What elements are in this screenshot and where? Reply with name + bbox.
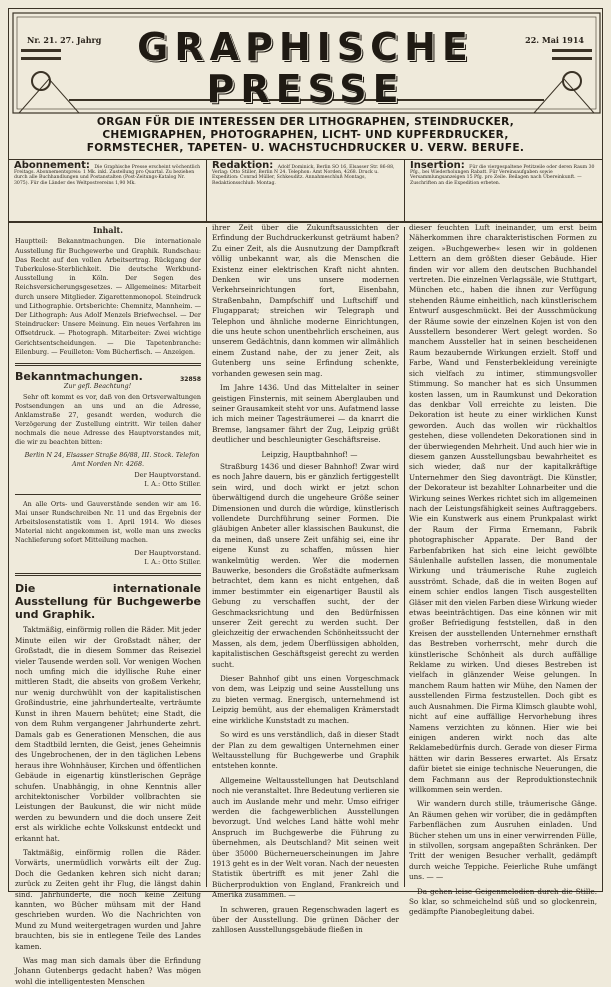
notice-paragraph: An alle Orts- und Gauverstände senden wir am 16. Mai unser Rundschreiben Nr. 11 und das Ergebnis der Arbeitslosenstatistik vom 1. April 1914. Wo dieses Material nicht angekommen ist, wolle man uns zwecks Nachlieferung sofort Mitteilung machen. — [15, 500, 201, 545]
column-divider — [206, 227, 207, 887]
article-paragraph: Taktmäßig, einförmig rollen die Räder. Mit jeder Minute eilen wir der Großstadt näher, der Großstadt, die in diesem Sommer das Reiseziel vieler Tausende werden soll. Vor wenigen Wochen noch umfing mich die idyllische Ruhe einer mittleren Stadt, die abseits von großem Verkehr, nur wenig durchwühlt von der kapitalistischen Großindustrie, eine jahrhundertealte, verträumte Kunst in ihren Mauern behütet; eine Stadt, die von dem Ruhm vergangener Jahrhunderte zehrt. Damals gab es Generationen Menschen, die aus dem Stadtbild lernten, die Geist, jenes Geheimnis des Ungebrochenen, der in den täglichen Lebens heraus ihre Wohnhäuser, Kirchen und öffentlichen Gebäude in eigenartig künstlerischen Gepräge schufen. Unabhängig, in ohne Kenntnis aller architektonischer Vorbilder vollbrachten sie Leistungen der Baukunst, die wir nicht müde werden zu bewundern und die doch unsere Zeit erst als wirkliche echte Volkskunst entdeckt und erkannt hat. — [15, 625, 201, 843]
signature-name: I. A.: Otto Stiller. — [144, 558, 201, 567]
issue-number: Nr. 21. 27. Jahrg — [27, 35, 102, 45]
article-paragraph: Wir wandern durch stille, träumerische Gänge. An Räumen gehen wir vorüber, die in gedämpften Farbenflächen zum Ausruhen einladen. Und Bücher stehen um uns in einer verwirrenden Fülle, in stilvollen, sorgsam angepaßten Schränken. Der Tritt der wenigen Besucher verhallt, gedämpft durch weiche Teppiche. Feierliche Ruhe umfängt uns. — — — [409, 799, 597, 882]
redaktion-label: Redaktion: — [212, 160, 274, 171]
notice-paragraph: Sehr oft kommt es vor, daß von den Ortsverwaltungen Postsendungen an uns und an die Adresse, Anklamstraße 27, gesandt werden, wodurch die Verzögerung der Zustellung eintritt. Wir teilen daher nochmals die neue Adresse des Hauptvorstandes mit, die wir zu beachten bitten: — [15, 393, 201, 447]
signature-name: I. A.: Otto Stiller. — [144, 480, 201, 489]
article-paragraph: Dieser Bahnhof gibt uns einen Vorgeschmack von dem, was Leipzig und seine Ausstellung uns zu bieten vermag. Energisch, unternehmend ist Leipzig bemüht, aus der ehemaligen Krämerstadt eine wirkliche Kunststadt zu machen. — [212, 674, 399, 725]
signature-title: Der Hauptvorstand. — [134, 549, 201, 558]
divider — [15, 573, 201, 576]
bekanntmachungen-title: Bekanntmachungen. — [15, 370, 143, 384]
subtitle-line1: ORGAN FÜR DIE INTERESSEN DER LITHOGRAPHEN, STEINDRUCKER, — [96, 116, 515, 128]
masthead-title-line2: PRESSE — [206, 67, 405, 111]
article-paragraph: Straßburg 1436 und dieser Bahnhof! Zwar wird es noch Jahre dauern, bis er gänzlich fertiggestellt sein wird, und doch wirkt er jetzt schon überwältigend durch die ungeheure Größe seiner Dimensionen und durch die würdige, künstlerisch vollendete Durchführung seiner Formen. Die gläubigen Anbeter aller klassischen Baukunst, die da meinen, daß unsere Zeit unfähig sei, eine ihr eigene Kunst zu schaffen, müssen hier wankelmütig werden. Wer die modernen Bauwerke, besonders die Großstädte aufmerksam betrachtet, dem kann es nicht entgehen, daß immer bestimmter ein eigenartiger Baustil als Gebung zu verschaffen sucht, der der Geschmacksrichtung und den Bedürfnissen unserer Zeit gerecht zu werden sucht. Der gleichzeitig der erwachenden Schönheitssucht der Massen, als dem, jedem Überflüssigen abholden, kapitalistischen Geschäftsgeist gerecht zu werden sucht. — [212, 461, 399, 669]
column-2 — [212, 223, 399, 935]
article-paragraph: Im Jahre 1436. Und das Mittelalter in seiner geistigen Finsternis, mit seinem Aberglauben und seiner Grausamkeit steht vor uns. Aufatmend lasse ich mich meiner Tagesträumerei — da knarrt die Bremse, langsamer fährt der Zug, Leipzig grüßt deutlicher und beschleunigter Geschäftsreise. — [212, 383, 399, 445]
insertion-box — [405, 159, 602, 221]
article-paragraph: Was mag man sich damals über die Erfindung Johann Gutenbergs gedacht haben? Was mögen wohl die intelligentesten Menschen — [15, 956, 201, 986]
notice-subheading: Zur gefl. Beachtung! — [63, 382, 132, 391]
notice-number: 32858 — [180, 376, 201, 384]
abonnement-text: Die Graphische Presse erscheint wöchentlich Freitags. Abonnementspreis: 1 Mk. inkl. Zustellung pro Quartal. Zu beziehen durch alle Buchhandlungen und Postanstalten (Post-Zeitungs-Katalog Nr. 3075). Für die Länder des Weltpostvereins 1,90 Mk. — [14, 165, 201, 186]
article-columns — [9, 223, 602, 986]
article-paragraph: dieser feuchten Luft ineinander, um erst beim Näherkommen ihre charakteristischen Formen zu zeigen. »Buchgewerbe« lesen wir in goldenen Lettern an dem größten dieser Gebäude. Hier finden wir vor allem den deutschen Buchhandel vertreten. Die einzelnen Verlagssäle, wie Stuttgart, München etc., haben die ihnen zur Verfügung stehenden Räume einheitlich, nach künstlerischem Entwurf ausgeschmückt. Bei der Ausschmückung der Räume sowie der einzelnen Kojen ist von den Ausstellern besonderer Wert gelegt worden. So manchem Aussteller hat in seinen bescheidenen Raum bezaubernde Wirkungen erzielt. Stoff und Farbe, Wand und Fensterbekleidung vereinigte sich vielfach zu intimer, stimmungsvoller Stimmung. So mancher hat es sich Unsummen kosten lassen, um in Raumkunst und Dekoration das denkbar Voll erreichte zu leisten. Die Dekoration ist heute zu einer wirklichen Kunst geworden. Auch das wollen wir rückhaltlos gestehen, diese vollendeten Dekorationen sind in der überwiegenden Mehrheit. Und auch hier wie in diesem ganzen Ausstellungsbau bewahrheitet es sich wieder, daß nur der kapitalkräftige Unternehmer den Sieg davonträgt. Die Künstler, der Dekorateur ist bezahlter Lohnarbeiter und die Wirkung seines Werkes richtet sich im allgemeinen nach der Leistungsfähigkeit seines Auftraggebers. Wie ein Kunstwerk aus einem Prunkpalast wirkt der Raum der Firma Ernemann, Fabrik photographischer Apparate. Der Band der Farbenfabriken hat sich eine leicht gewölbte Säulenhalle aufstellen lassen, die monumentale Wirkung und träumerische Ruhe zugleich ausströmt. Schade, daß die in weiten Bogen auf einem schier endlos langen Tisch ausgestellten Gläser mit den vielen Farben diese Wirkung wieder etwas beeinträchtigen. Das eine können wir mit großer Befriedigung feststellen, daß in den Kreisen der ausstellenden Unternehmer ernsthaft das Bestreben vorherrscht, mehr durch die künstlerische Schönheit als durch auffällige Reklame zu wirken. Und dieses Bestreben ist vielfach in glänzender Weise gelungen. In manchem Raum hatten wir Mühe, den Namen der ausstellenden Firma festzustellen. Doch gibt es auch Ausnahmen. Die Firma Klimsch glaubte wohl, nicht auf eine auffällige Hervorhebung ihres Namens verzichten zu können. Hier wie bei einigen anderen wirkt noch das alte Reklamebedürfnis durch. Gerade von dieser Firma hätten wir darin Besseres erwartet. Als Ersatz dafür bietet sie einige technische Neuerungen, die dem Fachmann aus der Reproduktionstechnik willkommen sein werden. — [409, 223, 598, 794]
article-paragraph: Leipzig, Hauptbahnhof! — — [261, 449, 358, 459]
redaktion-text: Adolf Dominick, Berlin SO 16, Elsasser Str. 86-88, Verlag: Otto Stiller, Berlin N 24. Telephon: Amt Norden, 4268. Druck u. Expedition: Conrad Müller, Schkeuditz. Annahmeschluß Montags, Redaktionsschluß: Montag. — [212, 165, 395, 186]
subtitle-line2: CHEMIGRAPHEN, PHOTOGRAPHEN, LICHT- UND KUPFERDRUCKER, — [102, 129, 509, 141]
inhalt-heading: Inhalt. — [92, 225, 124, 235]
divider — [15, 494, 201, 495]
table-of-contents: Hauptteil: Bekanntmachungen. Die internationale Ausstellung für Buchgewerbe und Graphik. Rundschau: Das Recht auf den vollen Arbeitsertrag. Rückgang der Tuberkulose-Sterblichkeit. Die deutsche Werkbund-Ausstellung in Köln. Der Segen des Reichsversicherungsgesetzes. — Allgemeines: Mitarbeit durch unsere Mitglieder. Zigarettenmonopol. Steindruck und Lithographie. Ortsberichte: Chemnitz, Mannheim. — Der Lithograph: Aus Adolf Menzels Briefwechsel. — Der Steindrucker: Unsere Meinung. Ein neues Verfahren im Offsetdruck. — Photograph. Mitarbeiter: Zwei wichtige Gerichtsentscheidungen. — Die Tapetenbranche: Eilenburg. — Feuilleton: Vom Bücherfisch. — Anzeigen. — [15, 237, 201, 356]
article-paragraph: In schweren, grauen Regenschwaden lagert es über der Ausstellung. Die grünen Dächer der zahllosen Ausstellungsgebäude fließen in — [212, 904, 399, 935]
article-paragraph: Da gehen leise Geigenmelodien durch die Stille. So klar, so schmeichelnd süß und so glockenrein, gedämpfte Pianobegleitung dabei. — [409, 886, 597, 917]
signature-title: Der Hauptvorstand. — [134, 471, 201, 480]
newspaper-page — [8, 8, 603, 986]
insertion-label: Insertion: — [410, 160, 465, 171]
insertion-text: Für die viergespaltene Petitzeile oder deren Raum 30 Pfg., bei Wiederholungen Rabatt. Für Vereinsaufgaben sowie Versammlungsanzeigen 15 Pfg. pro Zeile. Beilagen nach Übereinkunft. — Zuschriften an die Expedition erbeten. — [410, 165, 595, 186]
bekanntmachungen-heading — [15, 372, 201, 382]
info-band — [9, 159, 602, 223]
abonnement-label: Abonnement: — [14, 160, 90, 171]
redaktion-box — [207, 159, 405, 221]
article-paragraph: Taktmäßig, einförmig rollen die Räder. Vorwärts, unermüdlich vorwärts eilt der Zug. Doch die Gedanken kehren sich nicht daran; zurück zu Zeiten geht ihr Flug, die längst dahin sind. Jahrhunderte, die noch keine Zeitung kannten, wo Bücher mühsam mit der Hand geschrieben wurden. Wo die Nachrichten von Mund zu Mund weitergetragen wurden und Jahre brauchten, bis sie in entlegene Teile des Landes kamen. — [15, 847, 201, 951]
column-3 — [409, 223, 598, 917]
issue-date: 22. Mai 1914 — [525, 35, 584, 45]
abonnement-box — [9, 159, 207, 221]
notice-address: Berlin N 24, Elsasser Straße 86/88, III. Stock. Telefon Amt Norden Nr. 4268. — [24, 451, 200, 469]
subtitle-line3: FORMSTECHER, TAPETEN- U. WACHSTUCHDRUCKER U. VERW. BERUFE. — [86, 142, 525, 154]
article-paragraph: So wird es uns verständlich, daß in dieser Stadt der Plan zu dem gewaltigen Unternehmen einer Weltausstellung für Buchgewerbe und Graphik entstehen konnte. — [212, 730, 399, 771]
article-paragraph: ihrer Zeit über die Zukunftsaussichten der Erfindung der Buchdruckerkunst geträumt haben? Zu einer Zeit, als die Ausnutzung der Dampfkraft völlig unbekannt war, als die Menschen die Existenz einer elektrischen Kraft nicht ahnten. Denken wir uns unsere modernen Verkehrseinrichtungen fort, Eisenbahn, Straßenbahn, Dampfschiff und Luftschiff und Flugapparat; streichen wir Telegraph und Telephon und ähnliche moderne Einrichtungen, die uns heute schon unentbehrlich erscheinen, aus unserem Gedächtnis, dann kommen wir allmählich einem Zustand nahe, der zu jener Zeit, als Gutenberg uns seine Erfindung schenkte, vorhanden gewesen sein mag. — [212, 223, 399, 378]
masthead — [9, 9, 602, 160]
divider — [15, 363, 201, 366]
article-paragraph: Allgemeine Weltausstellungen hat Deutschland noch nie veranstaltet. Ihre Bedeutung verlieren sie auch im Auslande mehr und mehr. Umso eifriger werden die fachgewerblichen Ausstellungen bevorzugt. Und welches Land hätte wohl mehr Anspruch im Buchgewerbe die Führung zu übernehmen, als Deutschland? Mit seinen weit über 35000 Bücherneuerscheinungen im Jahre 1913 geht es in der Welt voran. Nach der neuesten Statistik übertrifft es mit jener Zahl die Bücherproduktion von England, Frankreich und Amerika zusammen. — — [212, 775, 399, 900]
column-divider — [404, 227, 405, 887]
column-1 — [15, 223, 201, 986]
masthead-title-line1: GRAPHISCHE — [137, 25, 474, 69]
article-title: Die internationale Ausstellung für Buchgewerbe und Graphik. — [15, 582, 201, 622]
